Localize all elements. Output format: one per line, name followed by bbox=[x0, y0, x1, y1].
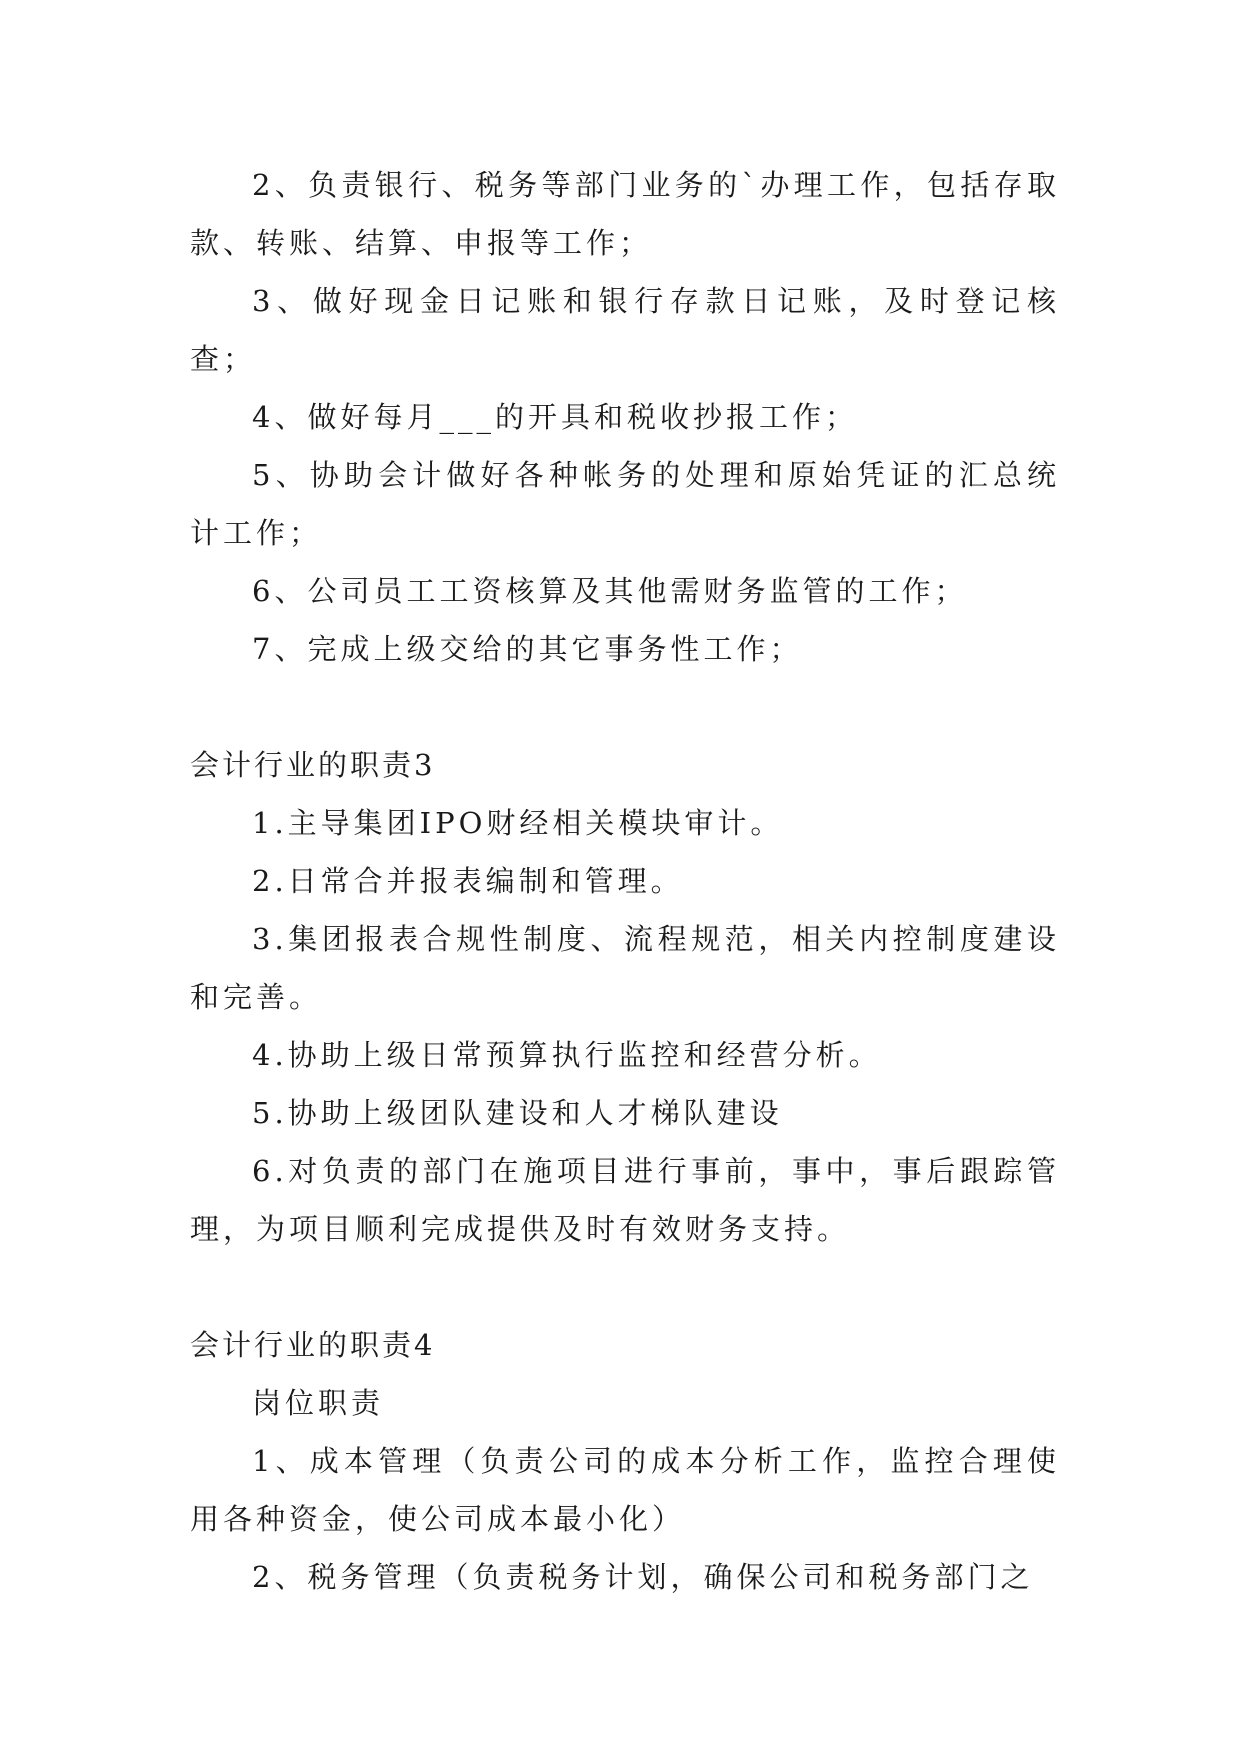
paragraph: 1.主导集团IPO财经相关模块审计。 bbox=[252, 806, 784, 840]
document-body bbox=[190, 156, 1060, 1606]
paragraph: 6.对负责的部门在施项目进行事前，事中，事后跟踪管理，为项目顺利完成提供及时有效财务支持。 bbox=[190, 1154, 1060, 1246]
paragraph: 2、税务管理（负责税务计划，确保公司和税务部门之 bbox=[252, 1560, 1034, 1594]
paragraph: 5、协助会计做好各种帐务的处理和原始凭证的汇总统计工作； bbox=[190, 458, 1060, 550]
paragraph: 岗位职责 bbox=[252, 1386, 385, 1420]
paragraph: 6、公司员工工资核算及其他需财务监管的工作； bbox=[252, 574, 968, 608]
paragraph: 2.日常合并报表编制和管理。 bbox=[252, 864, 684, 898]
section-heading: 会计行业的职责4 bbox=[190, 1328, 436, 1362]
paragraph: 3.集团报表合规性制度、流程规范，相关内控制度建设和完善。 bbox=[190, 922, 1060, 1014]
section-spacer bbox=[190, 678, 1060, 736]
paragraph: 4.协助上级日常预算执行监控和经营分析。 bbox=[252, 1038, 882, 1072]
paragraph: 5.协助上级团队建设和人才梯队建设 bbox=[252, 1096, 783, 1130]
paragraph: 4、做好每月___的开具和税收抄报工作； bbox=[252, 400, 858, 434]
paragraph: 3、做好现金日记账和银行存款日记账，及时登记核查； bbox=[190, 284, 1060, 376]
paragraph: 7、完成上级交给的其它事务性工作； bbox=[252, 632, 803, 666]
section-spacer bbox=[190, 1258, 1060, 1316]
paragraph: 2、负责银行、税务等部门业务的`办理工作，包括存取款、转账、结算、申报等工作； bbox=[190, 168, 1060, 260]
section-heading: 会计行业的职责3 bbox=[190, 748, 436, 782]
paragraph: 1、成本管理（负责公司的成本分析工作，监控合理使用各种资金，使公司成本最小化） bbox=[190, 1444, 1060, 1536]
